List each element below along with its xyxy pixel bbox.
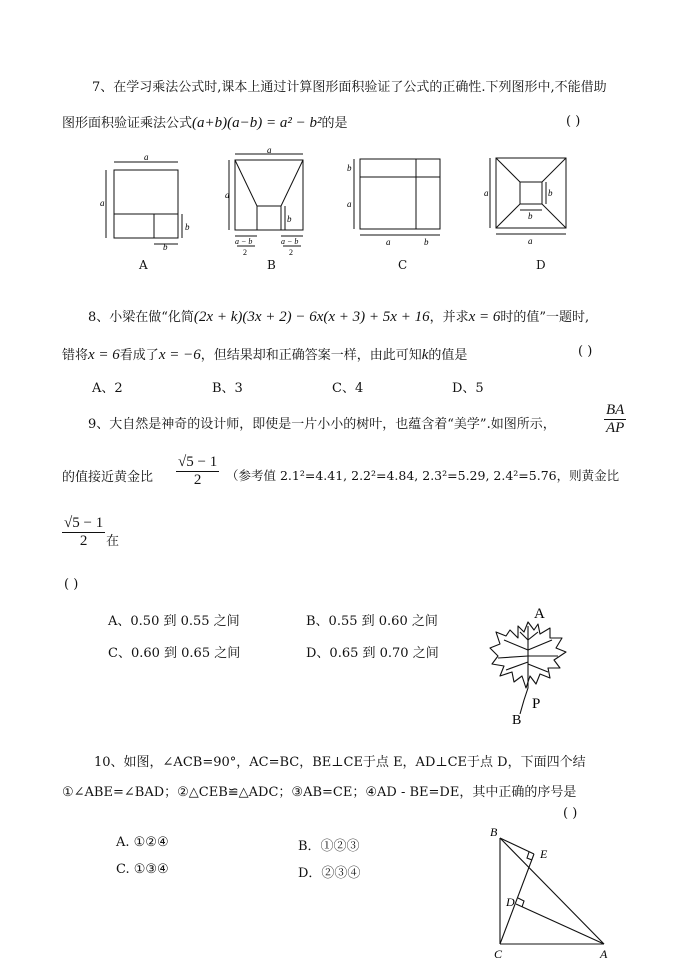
q7-label-b: B (267, 258, 276, 272)
fig-c-outer-rect (360, 159, 440, 229)
q10-option-c: C. ①③④ (116, 862, 169, 877)
fig-d-dim-a: a (484, 188, 489, 198)
q8-option-a: A、2 (92, 381, 123, 396)
segment-ad (516, 904, 604, 944)
tri-label-b: B (490, 825, 498, 839)
fig-a-bottom-left-rect (114, 214, 154, 238)
fig-b-dim-b: b (287, 214, 292, 224)
q8-line2 (62, 344, 467, 364)
q9-option-b: B、0.55 到 0.60 之间 (306, 614, 438, 629)
q7-line2-prefix: 图形面积验证乘法公式 (62, 116, 193, 131)
leaf-label-a: A (534, 606, 545, 622)
fig-c-dim-b: b (347, 163, 352, 173)
fig-b-frac-num-right: a − b (281, 237, 299, 246)
fig-a-bottom-right-rect (154, 214, 178, 238)
fig-b-outer-rect (235, 160, 303, 230)
fig-d-dim-b: b (548, 188, 553, 198)
q7-line1: 7、在学习乘法公式时,课本上通过计算图形面积验证了公式的正确性.下列图形中,不能借助 (92, 80, 607, 95)
q9-ratio-num: BA (606, 402, 625, 418)
fig-b-frac-num-left: a − b (235, 237, 253, 246)
fig-c-dim-a: a (347, 199, 352, 209)
fig-a-dim-a: a (144, 152, 149, 162)
leaf-label-b: B (512, 713, 522, 728)
q9-golden-ratio-2 (62, 515, 105, 550)
q8-wrong1: x = 6 (88, 347, 120, 363)
leaf-label-p: P (532, 696, 541, 712)
fig-b-frac-den-left: 2 (243, 248, 247, 257)
q7-label-c: C (398, 258, 408, 272)
q7-answer-paren: ( ) (566, 114, 581, 129)
fig-d-dim-b2: b (528, 211, 533, 221)
q9-golden-den-2: 2 (79, 533, 88, 549)
q7-line2 (62, 112, 348, 132)
q9-line2-suffix: （参考值 2.1²=4.41, 2.2²=4.84, 2.3²=5.29, 2.4²=5.76，则黄金比 (226, 468, 620, 483)
q7-figure-c (346, 155, 446, 247)
q8-option-d: D、5 (452, 381, 484, 396)
fig-b-dim-a2: a (225, 190, 230, 200)
q9-golden-den: 2 (193, 472, 202, 488)
fig-b-small-square (257, 206, 281, 230)
segment-be (500, 838, 534, 854)
q8-line2-suffix: 的值是 (428, 348, 468, 363)
maple-leaf-figure (484, 600, 574, 728)
q8-expr: (2x + k)(3x + 2) − 6x(x + 3) + 5x + 16 (193, 309, 430, 325)
fig-a-dim-a2: a (100, 198, 105, 208)
q10-answer-paren: ( ) (563, 806, 578, 821)
fig-c-dim-a2: a (386, 237, 391, 247)
fig-b-frac-den-right: 2 (289, 248, 293, 257)
q8-line1-prefix: 8、小梁在做“化简 (88, 310, 194, 325)
q8-line1-mid: ，并求 (429, 310, 469, 325)
q7-figure-b (225, 148, 315, 260)
q8-line1 (88, 306, 589, 326)
tri-label-a: A (600, 947, 608, 961)
q9-answer-paren: ( ) (64, 577, 79, 592)
q9-golden-num: √5 − 1 (178, 454, 218, 470)
fig-a-dim-b: b (185, 222, 190, 232)
q10-option-b: B．①②③ (298, 839, 360, 854)
q9-golden-ratio (176, 454, 219, 489)
q8-answer-paren: ( ) (578, 344, 593, 359)
tri-label-c: C (494, 947, 503, 961)
q8-option-c: C、4 (332, 381, 364, 396)
q9-ratio-den: AP (606, 420, 625, 436)
q8-line2-prefix: 错将 (62, 348, 89, 363)
q9-line1: 9、大自然是神奇的设计师，即使是一片小小的树叶，也蕴含着“美学”.如图所示， (88, 417, 556, 432)
q7-formula: (a+b)(a−b) = a² − b² (192, 115, 322, 131)
q10-line1: 10、如图，∠ACB=90°，AC=BC，BE⊥CE于点 E，AD⊥CE于点 D，下面四个结 (94, 755, 586, 770)
q9-ratio (604, 402, 626, 437)
q8-option-b: B、3 (212, 381, 243, 396)
q8-line1-suffix: 时的值”一题时, (500, 310, 590, 325)
q9-option-a: A、0.50 到 0.55 之间 (108, 614, 240, 629)
fig-d-dim-a2: a (528, 236, 533, 246)
triangle-figure (482, 822, 622, 968)
q7-line2-suffix: 的是 (321, 116, 348, 131)
q9-option-d: D、0.65 到 0.70 之间 (306, 646, 439, 661)
q10-option-d: D．②③④ (298, 866, 361, 881)
q9-line3-suffix: 在 (106, 534, 120, 549)
q10-option-a: A. ①②④ (116, 835, 169, 850)
fig-a-dim-b2: b (163, 242, 168, 250)
fig-c-dim-b2: b (424, 237, 429, 247)
q8-k: k (421, 347, 429, 363)
tri-label-d: D (506, 895, 515, 909)
q9-option-c: C、0.60 到 0.65 之间 (108, 646, 241, 661)
tri-label-e: E (540, 847, 548, 861)
q9-line2-prefix: 的值接近黄金比 (62, 470, 154, 485)
q8-wrong2: x = −6 (158, 347, 201, 363)
q7-figure-d (482, 152, 572, 247)
q9-golden-num-2: √5 − 1 (64, 515, 104, 531)
fig-a-top-rect (114, 170, 178, 214)
q8-cond: x = 6 (468, 309, 501, 325)
fig-d-inner-square (520, 182, 542, 204)
q7-figure-a (98, 150, 198, 250)
q7-label-d: D (536, 258, 546, 272)
q10-line2: ①∠ABE=∠BAD；②△CEB≌△ADC；③AB=CE；④AD - BE=DE，其中正确的序号是 (62, 785, 577, 800)
q7-label-a: A (139, 258, 148, 272)
q8-line2-mid2: ，但结果却和正确答案一样，由此可知 (200, 348, 422, 363)
segment-ba (500, 838, 604, 944)
fig-b-dim-a: a (267, 148, 272, 155)
q8-line2-mid: 看成了 (119, 348, 159, 363)
